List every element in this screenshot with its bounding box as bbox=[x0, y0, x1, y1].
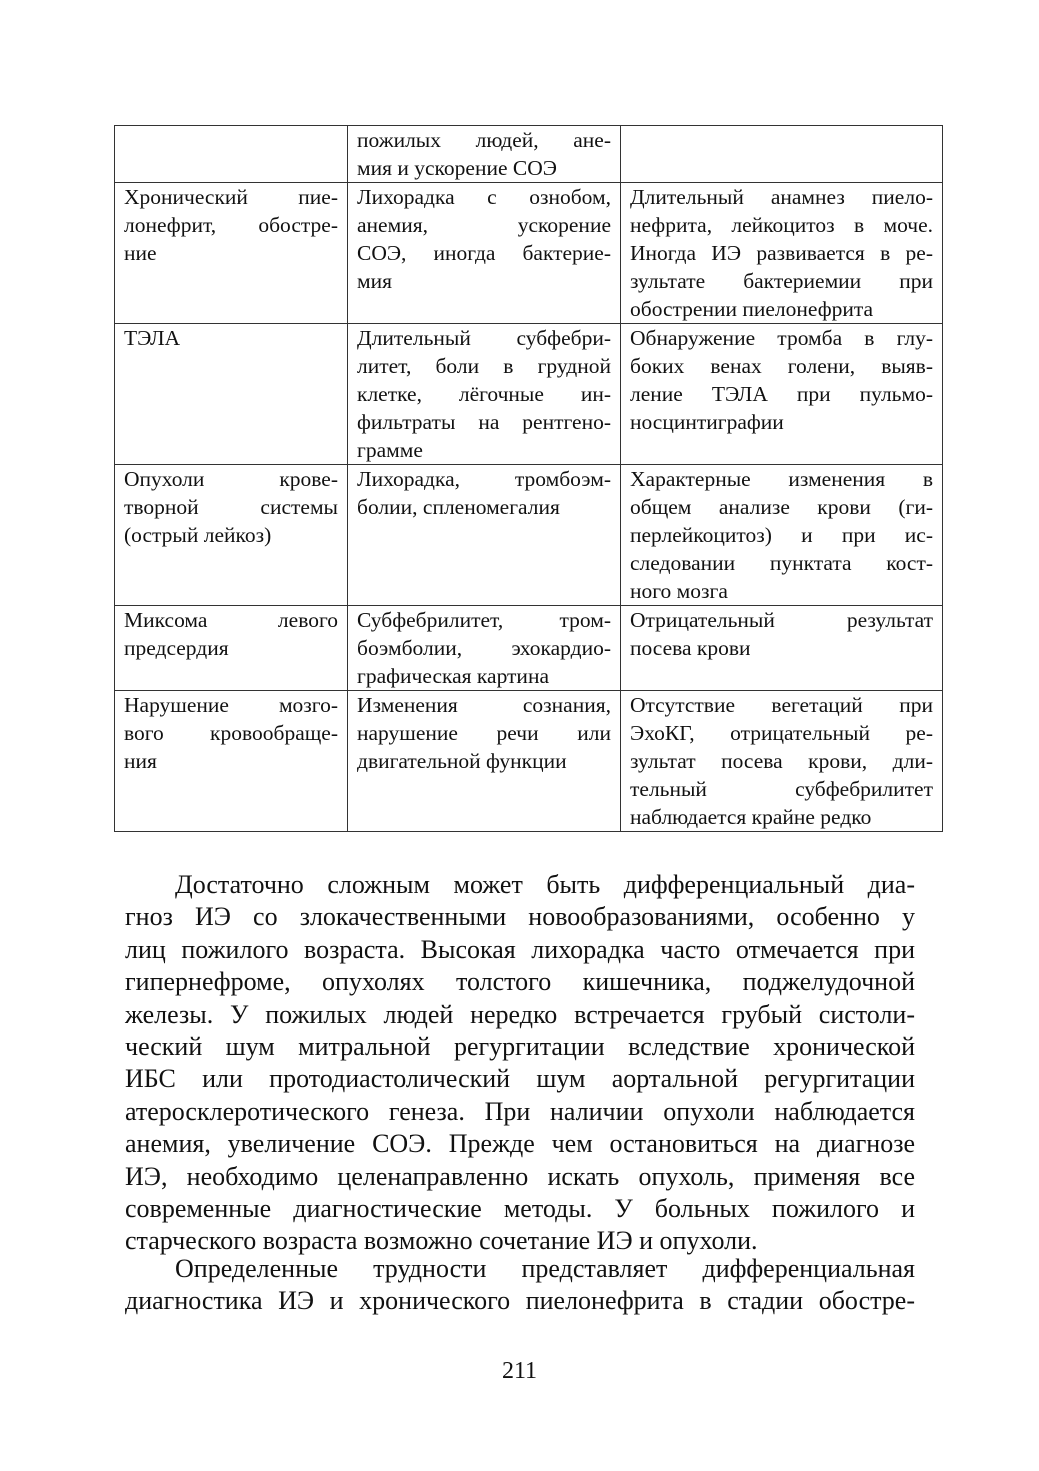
cell-line: следовании пунктата кост- bbox=[630, 551, 933, 575]
cell-line: ЭхоКГ, отрицательный ре- bbox=[630, 721, 933, 745]
cell-line: анемия, ускорение bbox=[357, 213, 611, 237]
paragraph-line: современные диагностические методы. У больных пожилого и bbox=[125, 1194, 915, 1224]
cell-line: СОЭ, иногда бактерие- bbox=[357, 241, 611, 265]
cell-line: посева крови bbox=[630, 636, 751, 660]
table-row bbox=[115, 465, 943, 606]
paragraph-line: железы. У пожилых людей нередко встречается грубый систоли- bbox=[125, 999, 915, 1029]
cell-line: фильтраты на рентгено- bbox=[357, 410, 611, 434]
distinguishing-features-cell bbox=[621, 183, 943, 324]
cell-line: нарушение речи или bbox=[357, 721, 611, 745]
cell-line: наблюдается крайне редко bbox=[630, 805, 872, 829]
cell-line: носцинтиграфии bbox=[630, 410, 784, 434]
cell-line: Обнаружение тромба в глу- bbox=[630, 326, 933, 350]
clinical-signs-cell bbox=[348, 324, 621, 465]
distinguishing-features-cell bbox=[621, 465, 943, 606]
cell-line: Лихорадка, тромбоэм- bbox=[357, 467, 611, 491]
condition-cell bbox=[115, 183, 348, 324]
paragraph-1 bbox=[125, 869, 915, 1258]
paragraph-line: диагностика ИЭ и хронического пиелонефрита в стадии обостре- bbox=[125, 1286, 915, 1316]
cell-line: ление ТЭЛА при пульмо- bbox=[630, 382, 933, 406]
cell-line bbox=[124, 126, 338, 154]
cell-line: пожилых людей, ане- bbox=[357, 128, 611, 152]
cell-line: ния bbox=[124, 749, 157, 773]
clinical-signs-cell bbox=[348, 465, 621, 606]
paragraph-line: анемия, увеличение СОЭ. Прежде чем остановиться на диагнозе bbox=[125, 1129, 915, 1159]
condition-cell bbox=[115, 691, 348, 832]
cell-line: Опухоли крове- bbox=[124, 467, 338, 491]
paragraph-line: ческий шум митральной регургитации вследствие хронической bbox=[125, 1032, 915, 1062]
distinguishing-features-cell bbox=[621, 324, 943, 465]
paragraph-line: Определенные трудности представляет дифференциальная bbox=[175, 1254, 915, 1283]
paragraph-line: ИБС или протодиастолический шум аортальной регургитации bbox=[125, 1064, 915, 1094]
differential-diagnosis-table bbox=[114, 125, 943, 832]
cell-line: Отсутствие вегетаций при bbox=[630, 693, 933, 717]
cell-line: перлейкоцитоз) и при ис- bbox=[630, 523, 933, 547]
cell-line: двигательной функции bbox=[357, 749, 567, 773]
cell-line: мия bbox=[357, 269, 393, 293]
cell-line: грамме bbox=[357, 438, 423, 462]
table-row bbox=[115, 606, 943, 691]
cell-line: нефрита, лейкоцитоз в моче. bbox=[630, 213, 933, 237]
table-row bbox=[115, 126, 943, 183]
cell-line: Изменения сознания, bbox=[357, 693, 611, 717]
paragraph-line: ИЭ, необходимо целенаправленно искать опухоль, применяя все bbox=[125, 1161, 915, 1191]
condition-cell bbox=[115, 606, 348, 691]
distinguishing-features-cell bbox=[621, 126, 943, 183]
table-body bbox=[115, 126, 943, 832]
cell-line: Длительный субфебри- bbox=[357, 326, 611, 350]
cell-line: (острый лейкоз) bbox=[124, 523, 272, 547]
paragraph-line: Достаточно сложным может быть дифференциальный диа- bbox=[175, 870, 915, 899]
condition-cell bbox=[115, 324, 348, 465]
cell-line: болии, спленомегалия bbox=[357, 495, 560, 519]
condition-cell bbox=[115, 126, 348, 183]
cell-line: Характерные изменения в bbox=[630, 467, 933, 491]
paragraph-line: старческого возраста возможно сочетание ИЭ и опухоли. bbox=[125, 1226, 758, 1256]
cell-line: ного мозга bbox=[630, 579, 728, 603]
cell-line: творной системы bbox=[124, 495, 338, 519]
distinguishing-features-cell bbox=[621, 691, 943, 832]
cell-line: ТЭЛА bbox=[124, 326, 181, 350]
cell-line: графическая картина bbox=[357, 664, 549, 688]
cell-line: боких венах голени, выяв- bbox=[630, 354, 933, 378]
page-number: 211 bbox=[501, 1358, 538, 1384]
table-row bbox=[115, 324, 943, 465]
clinical-signs-cell bbox=[348, 183, 621, 324]
cell-line: обострении пиелонефрита bbox=[630, 297, 874, 321]
cell-line: Хронический пие- bbox=[124, 185, 338, 209]
table-row bbox=[115, 183, 943, 324]
paragraph-line: атеросклеротического генеза. При наличии опухоли наблюдается bbox=[125, 1096, 915, 1126]
cell-line: тельный субфебрилитет bbox=[630, 777, 933, 801]
table-row bbox=[115, 691, 943, 832]
cell-line: вого кровообраще- bbox=[124, 721, 338, 745]
paragraph-line: гипернефроме, опухолях толстого кишечника, поджелудочной bbox=[125, 967, 915, 997]
cell-line: мия и ускорение СОЭ bbox=[357, 156, 557, 180]
distinguishing-features-cell bbox=[621, 606, 943, 691]
cell-line: общем анализе крови (ги- bbox=[630, 495, 933, 519]
cell-line: Длительный анамнез пиело- bbox=[630, 185, 933, 209]
cell-line: лонефрит, обостре- bbox=[124, 213, 338, 237]
clinical-signs-cell bbox=[348, 126, 621, 183]
paragraph-2 bbox=[125, 1253, 915, 1318]
cell-line: предсердия bbox=[124, 636, 229, 660]
cell-line: боэмболии, эхокардио- bbox=[357, 636, 611, 660]
paragraph-line: гноз ИЭ со злокачественными новообразованиями, особенно у bbox=[125, 902, 915, 932]
cell-line: клетке, лёгочные ин- bbox=[357, 382, 611, 406]
paragraph-line: лиц пожилого возраста. Высокая лихорадка часто отмечается при bbox=[125, 934, 915, 964]
clinical-signs-cell bbox=[348, 606, 621, 691]
cell-line: зультат посева крови, дли- bbox=[630, 749, 933, 773]
condition-cell bbox=[115, 465, 348, 606]
cell-line: Нарушение мозго- bbox=[124, 693, 338, 717]
cell-line bbox=[630, 126, 933, 154]
cell-line: зультате бактериемии при bbox=[630, 269, 933, 293]
cell-line: Субфебрилитет, тром- bbox=[357, 608, 611, 632]
clinical-signs-cell bbox=[348, 691, 621, 832]
cell-line: Лихорадка с ознобом, bbox=[357, 185, 611, 209]
cell-line: ние bbox=[124, 241, 157, 265]
cell-line: Миксома левого bbox=[124, 608, 338, 632]
cell-line: литет, боли в грудной bbox=[357, 354, 611, 378]
cell-line: Отрицательный результат bbox=[630, 608, 933, 632]
cell-line: Иногда ИЭ развивается в ре- bbox=[630, 241, 933, 265]
